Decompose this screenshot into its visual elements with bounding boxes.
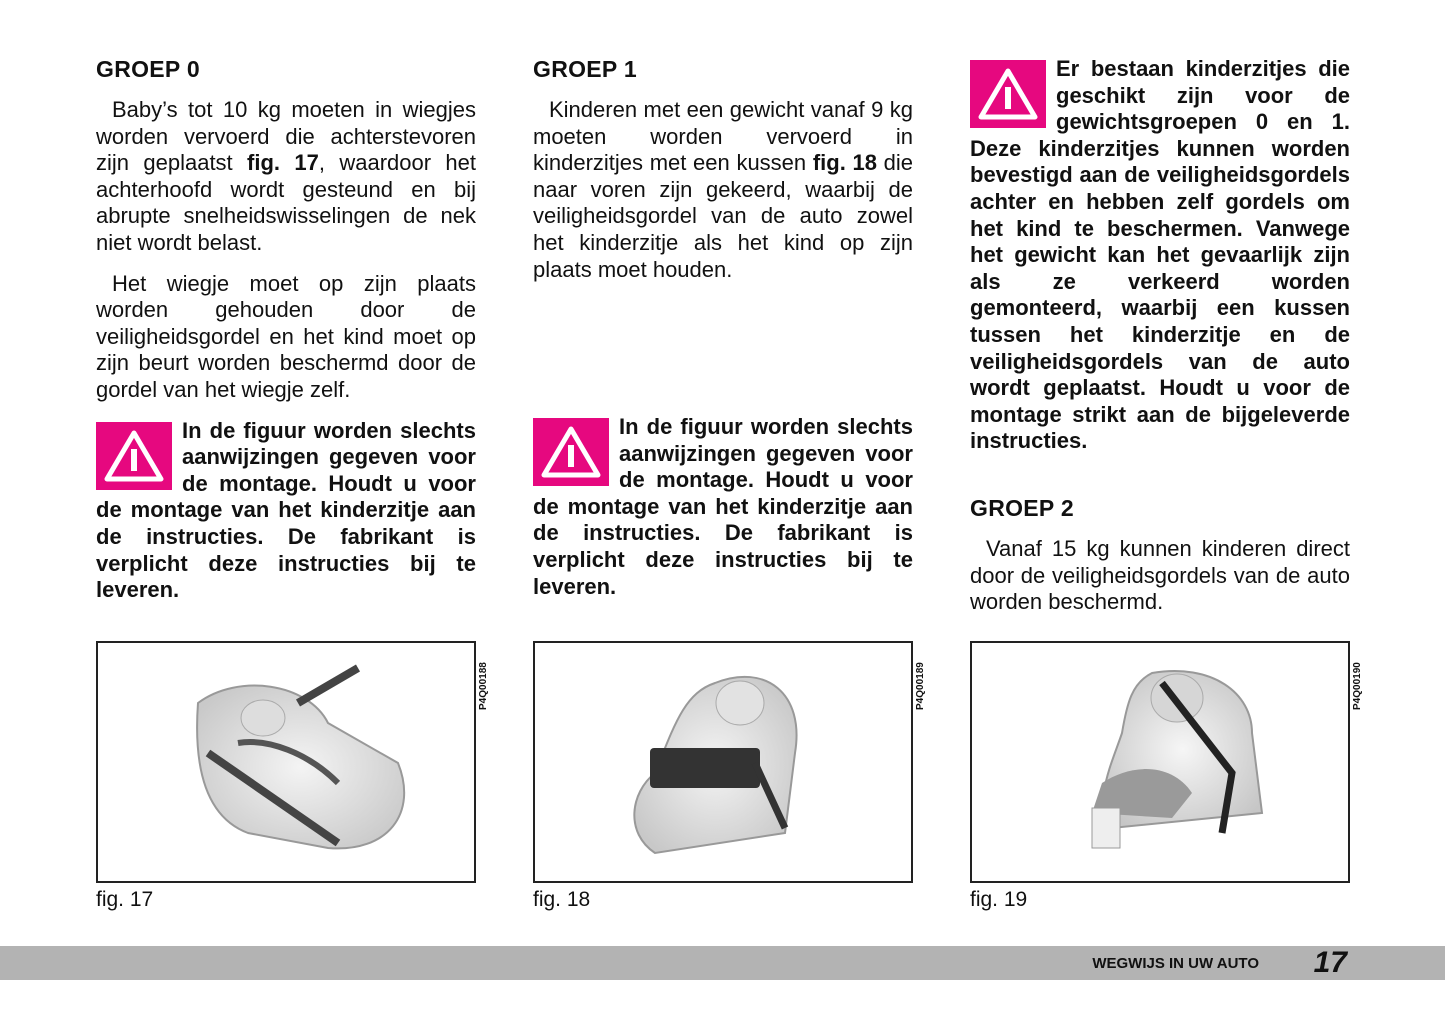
paragraph-text: , waardoor het achterhoofd wordt gesteund en bij abrupte snelheidswisselingen de nek niet wordt belast. [96,150,476,255]
column-groep-1 [533,56,913,599]
paragraph: Vanaf 15 kg kunnen kinderen direct door de veiligheidsgordels van de auto worden beschermd. [970,535,1350,615]
paragraph: Het wiegje moet op zijn plaats worden gehouden door de veiligheidsgordel en het kind moet op zijn beurt worden beschermd door de gordel van het wiegje zelf. [96,270,476,402]
section-heading-groep-0: GROEP 0 [96,56,200,82]
column-groep-0 [96,56,476,604]
column-groep-2 [970,56,1350,630]
warning-block [96,418,476,604]
warning-triangle-icon [970,60,1046,128]
figure-code: P4Q00189 [915,662,926,710]
paragraph-text: die naar voren zijn gekeerd, waarbij de veiligheidsgordel van de auto zowel het kinderzitje als het kind op zijn plaats moet houden. [533,150,913,282]
footer-section-title: WEGWIJS IN UW AUTO [1092,955,1259,972]
warning-block [970,56,1350,455]
warning-text: Er bestaan kinderzitjes die geschikt zijn voor de gewichtsgroepen 0 en 1. Deze kinderzitjes kunnen worden bevestigd aan de veiligheidsgordels achter en hebben zelf gordels om het kind te beschermen. Vanwege het gewicht kan het gevaarlijk zijn als ze verkeerd worden gemonteerd, waarbij een kussen tussen het kinderzitje en de veiligheidsgordels van de auto wordt geplaatst. Houdt u voor de montage strikt aan de bijgeleverde instructies. [970,56,1350,454]
section-heading-groep-1: GROEP 1 [533,56,637,82]
figure-code: P4Q00190 [1352,662,1363,710]
page-number: 17 [1313,946,1347,979]
figure-reference: fig. 18 [812,150,877,176]
warning-triangle-icon [96,422,172,490]
footer-bar [0,946,1445,980]
figure-infant-carrier-image [96,641,476,883]
figure-caption: fig. 19 [970,888,1028,911]
figure-caption: fig. 18 [533,888,591,911]
warning-text: In de figuur worden slechts aanwijzingen gegeven voor de montage. Houdt u voor de montage van het kinderzitje aan de instructies. De fabrikant is verplicht deze instructies bij te leveren. [533,414,913,599]
figure-code: P4Q00188 [478,662,489,710]
figure-booster-seat-image [970,641,1350,883]
figure-caption: fig. 17 [96,888,154,911]
figure-reference: fig. 17 [247,150,319,176]
warning-text: In de figuur worden slechts aanwijzingen gegeven voor de montage. Houdt u voor de montage van het kinderzitje aan de instructies. De fabrikant is verplicht deze instructies bij te leveren. [96,417,476,603]
paragraph [533,97,913,283]
paragraph [96,97,476,257]
paragraph-text: Baby’s tot 10 kg moeten in wiegjes worden vervoerd die achterstevoren zijn geplaatst [96,97,476,176]
paragraph-text: Kinderen met een gewicht vanaf 9 kg moeten worden vervoerd in kinderzitjes met een kussen [533,97,913,176]
warning-triangle-icon [533,418,609,486]
warning-block [533,414,913,600]
figure-child-seat-cushion-image [533,641,913,883]
section-heading-groep-2: GROEP 2 [970,494,1074,521]
